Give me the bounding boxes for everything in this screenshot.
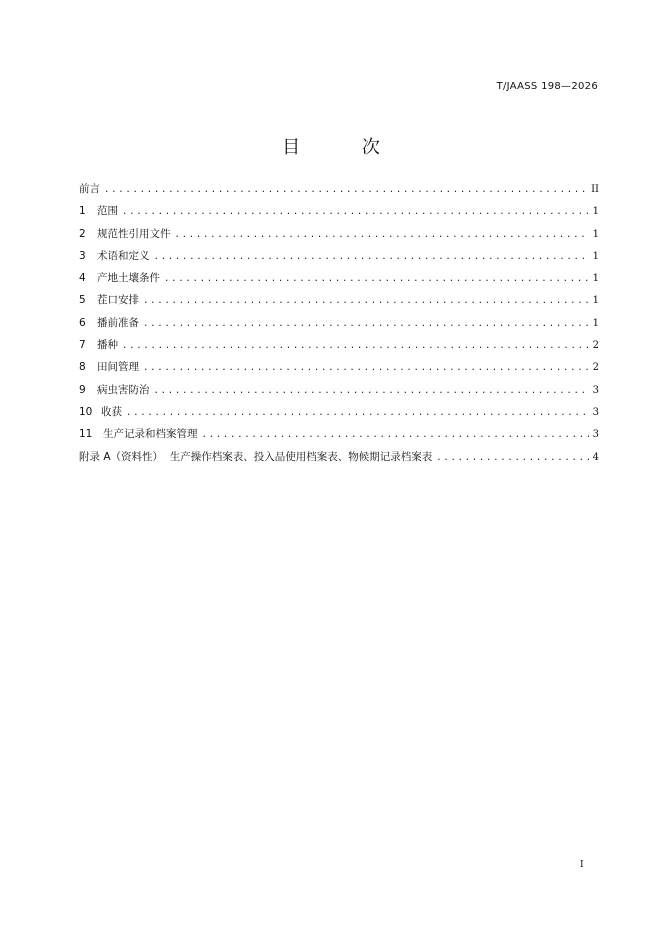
toc-leader-dots [202,426,590,444]
toc-entry-page: 3 [592,429,599,441]
toc-entry-10[interactable] [79,403,599,425]
toc-entry-number: 11 [79,428,93,441]
toc-entry-label: 范围 [97,205,118,218]
toc-entry-label: 前言 [79,183,100,195]
toc-entry-appendix-a[interactable] [79,448,599,470]
toc-entry-2[interactable] [79,225,599,247]
toc-entry-9[interactable] [79,381,599,403]
toc-entry-foreword[interactable] [79,180,599,202]
toc-entry-8[interactable] [79,358,599,380]
toc-leader-dots [436,449,589,467]
toc-entry-label: 病虫害防治 [97,383,150,396]
toc-entry-label: 茬口安排 [97,294,139,307]
page-title: 目 次 [282,137,408,158]
toc-leader-dots [154,248,590,266]
toc-entry-number: 8 [79,361,86,374]
toc-entry-label: 收获 [101,405,122,418]
toc-entry-page: 2 [592,340,599,352]
toc-entry-label: 术语和定义 [97,249,150,262]
toc-entry-number: 1 [79,205,86,218]
toc-leader-dots [143,315,589,333]
toc-entry-label: 播前准备 [97,316,139,329]
toc-leader-dots [143,359,589,377]
toc-entry-page: II [591,184,599,195]
standard-code: T/JAASS 198—2026 [496,81,598,92]
toc-entry-page: 3 [592,384,599,396]
toc-entry-label: 田间管理 [97,361,139,374]
toc-entry-number: 5 [79,294,86,307]
toc-entry-number: 2 [79,227,86,240]
toc-entry-page: 3 [592,406,599,418]
toc-entry-number: 10 [79,405,93,418]
toc-entry-6[interactable] [79,314,599,336]
toc-leader-dots [122,203,589,221]
toc-leader-dots [122,337,589,355]
toc-entry-label: 规范性引用文件 [97,227,171,240]
toc-leader-dots [126,404,589,422]
toc-leader-dots [175,226,590,244]
toc-leader-dots [143,292,589,310]
toc-entry-page: 1 [592,317,599,329]
toc-entry-label: 播种 [97,339,118,352]
toc-entry-label: 产地土壤条件 [97,272,160,285]
toc-entry-number: 7 [79,339,86,352]
toc-entry-3[interactable] [79,247,599,269]
toc-entry-number: 4 [79,272,86,285]
toc-entry-label: 附录 A（资料性） 生产操作档案表、投入品使用档案表、物候期记录档案表 [79,450,433,463]
toc-entry-7[interactable] [79,336,599,358]
toc-leader-dots [164,270,589,288]
toc-entry-page: 1 [592,206,599,218]
toc-entry-4[interactable] [79,269,599,291]
toc-entry-11[interactable] [79,425,599,447]
toc-entry-number: 3 [79,249,86,262]
page-number: I [580,860,584,870]
toc-entry-page: 1 [592,273,599,285]
table-of-contents [79,180,599,470]
toc-entry-5[interactable] [79,291,599,313]
toc-leader-dots [104,181,589,199]
toc-entry-label: 生产记录和档案管理 [103,428,198,441]
toc-entry-1[interactable] [79,202,599,224]
toc-entry-page: 1 [592,295,599,307]
toc-entry-page: 2 [592,362,599,374]
toc-entry-page: 4 [592,451,599,463]
toc-entry-page: 1 [592,250,599,262]
toc-leader-dots [154,382,590,400]
toc-entry-number: 6 [79,316,86,329]
toc-entry-page: 1 [592,228,599,240]
toc-entry-number: 9 [79,383,86,396]
